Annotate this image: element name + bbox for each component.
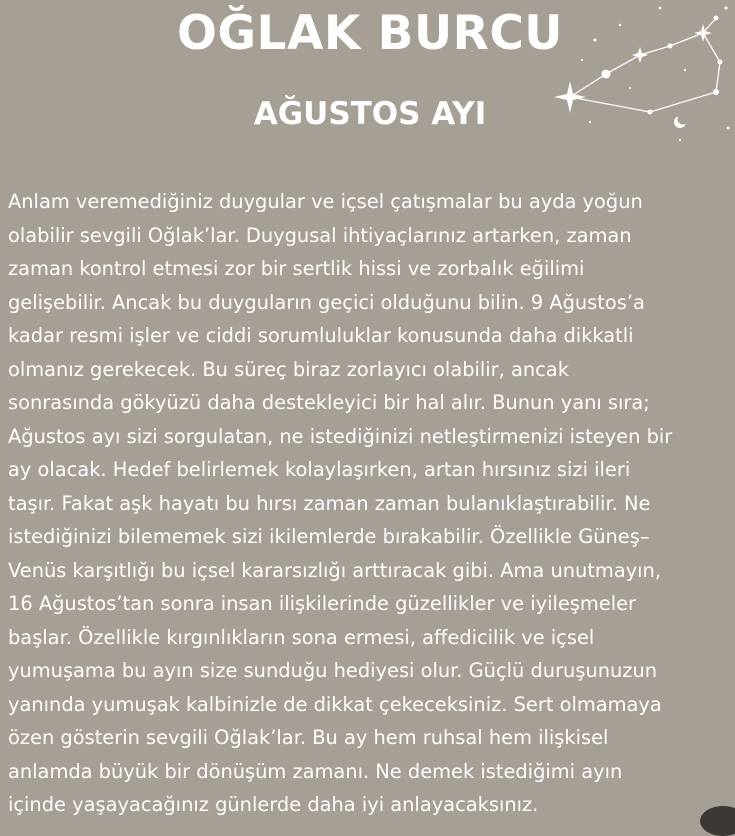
body-line: kadar resmi işler ve ciddi sorumluluklar konusunda daha dikkatli	[8, 324, 634, 347]
body-line: gelişebilir. Ancak bu duyguların geçici olduğunu bilin. 9 Ağustos’a	[8, 290, 645, 314]
body-line: olmanız gerekecek. Bu süreç biraz zorlayıcı olabilir, ancak	[8, 357, 569, 381]
capricorn-constellation-icon	[520, 0, 735, 165]
crescent-moon-icon	[674, 114, 689, 129]
body-line: içinde yaşayacağınız günlerde daha iyi anlayacaksınız.	[8, 793, 539, 816]
corner-dark-circle	[700, 806, 735, 836]
body-line: zaman kontrol etmesi zor bir sertlik hissi ve zorbalık eğilimi	[8, 257, 585, 280]
page-title: OĞLAK BURCU	[177, 6, 563, 61]
body-line: yanında yumuşak kalbinizle de dikkat çekeceksiniz. Sert olmamaya	[8, 692, 662, 716]
body-line: Ağustos ayı sizi sorgulatan, ne istediğinizi netleştirmenizi isteyen bir	[8, 424, 673, 448]
body-line: istediğinizi bilememek sizi ikilemlerde bırakabilir. Özellikle Güneş–	[8, 525, 650, 548]
body-line: anlamda büyük bir dönüşüm zamanı. Ne demek istediğimi ayın	[8, 759, 623, 783]
body-line: ay olacak. Hedef belirlemek kolaylaşırken, artan hırsınız sizi ileri	[8, 458, 631, 481]
body-line: 16 Ağustos’tan sonra insan ilişkilerinde güzellikler ve iyileşmeler	[8, 592, 637, 615]
body-line: olabilir sevgili Oğlak’lar. Duygusal ihtiyaçlarınız artarken, zaman	[8, 223, 632, 247]
star-icon	[554, 6, 729, 141]
body-line: sonrasında gökyüzü daha destekleyici bir hal alır. Bunun yanı sıra;	[8, 391, 650, 414]
body-line: özen gösterin sevgili Oğlak’lar. Bu ay hem ruhsal hem ilişkisel	[8, 726, 609, 749]
body-line: Anlam veremediğiniz duygular ve içsel çatışmalar bu ayda yoğun	[8, 190, 643, 213]
body-line: başlar. Özellikle kırgınlıkların sona ermesi, affedicilik ve içsel	[8, 625, 595, 649]
body-line: yumuşama bu ayın size sunduğu hediyesi olur. Güçlü duruşunuzun	[8, 659, 658, 682]
horoscope-text	[8, 185, 730, 822]
body-line: taşır. Fakat aşk hayatı bu hırsı zaman zaman bulanıklaştırabilir. Ne	[8, 491, 651, 515]
page-subtitle: AĞUSTOS AYI	[253, 96, 487, 132]
body-line: Venüs karşıtlığı bu içsel kararsızlığı arttıracak gibi. Ama unutmayın,	[8, 558, 662, 582]
